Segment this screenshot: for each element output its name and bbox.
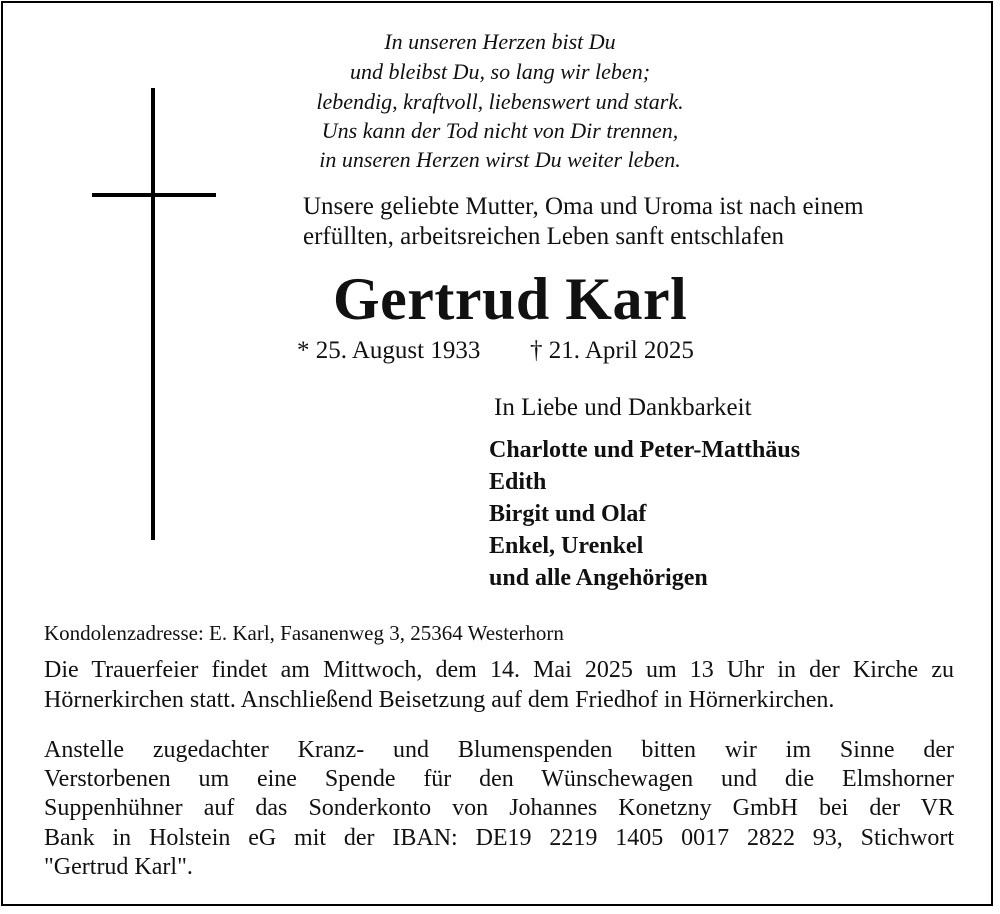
donation-line: Bank in Holstein eG mit der IBAN: DE19 2219 1405 0017 2822 93, Stichwort (44, 825, 954, 851)
cross-icon-bar (92, 193, 216, 197)
poem-line: In unseren Herzen bist Du (384, 29, 616, 54)
family-line: Charlotte und Peter-Matthäus (489, 437, 801, 463)
family-line: Birgit und Olaf (489, 501, 647, 527)
condolence-address: Kondolenzadresse: E. Karl, Fasanenweg 3, 25364 Westerhorn (44, 621, 564, 645)
poem-line: Uns kann der Tod nicht von Dir trennen, (321, 118, 679, 143)
donation-line: "Gertrud Karl". (44, 854, 193, 880)
birth-date: * 25. August 1933 (297, 337, 481, 364)
poem-line: in unseren Herzen wirst Du weiter leben. (319, 147, 681, 172)
donation-line: Verstorbenen um eine Spende für den Wünschewagen und die Elmshorner (44, 766, 954, 792)
poem-line: und bleibst Du, so lang wir leben; (349, 59, 651, 84)
donation-line: Anstelle zugedachter Kranz- und Blumenspenden bitten wir im Sinne der (44, 737, 954, 763)
deceased-name: Gertrud Karl (333, 266, 688, 332)
death-date: † 21. April 2025 (530, 337, 694, 364)
intro-line: Unsere geliebte Mutter, Oma und Uroma ist nach einem (303, 193, 864, 220)
family-line: Edith (489, 469, 547, 495)
family-line: und alle Angehörigen (489, 565, 708, 591)
gratitude-line: In Liebe und Dankbarkeit (494, 394, 752, 421)
poem-line: lebendig, kraftvoll, liebenswert und stark. (316, 89, 684, 114)
donation-line: Suppenhühner auf das Sonderkonto von Johannes Konetzny GmbH bei der VR (44, 795, 954, 821)
intro-line: erfüllten, arbeitsreichen Leben sanft entschlafen (303, 223, 785, 250)
family-line: Enkel, Urenkel (489, 533, 644, 559)
funeral-line: Hörnerkirchen statt. Anschließend Beisetzung auf dem Friedhof in Hörnerkirchen. (44, 687, 835, 713)
cross-icon (151, 88, 155, 540)
funeral-line: Die Trauerfeier findet am Mittwoch, dem 14. Mai 2025 um 13 Uhr in der Kirche zu (44, 657, 954, 683)
